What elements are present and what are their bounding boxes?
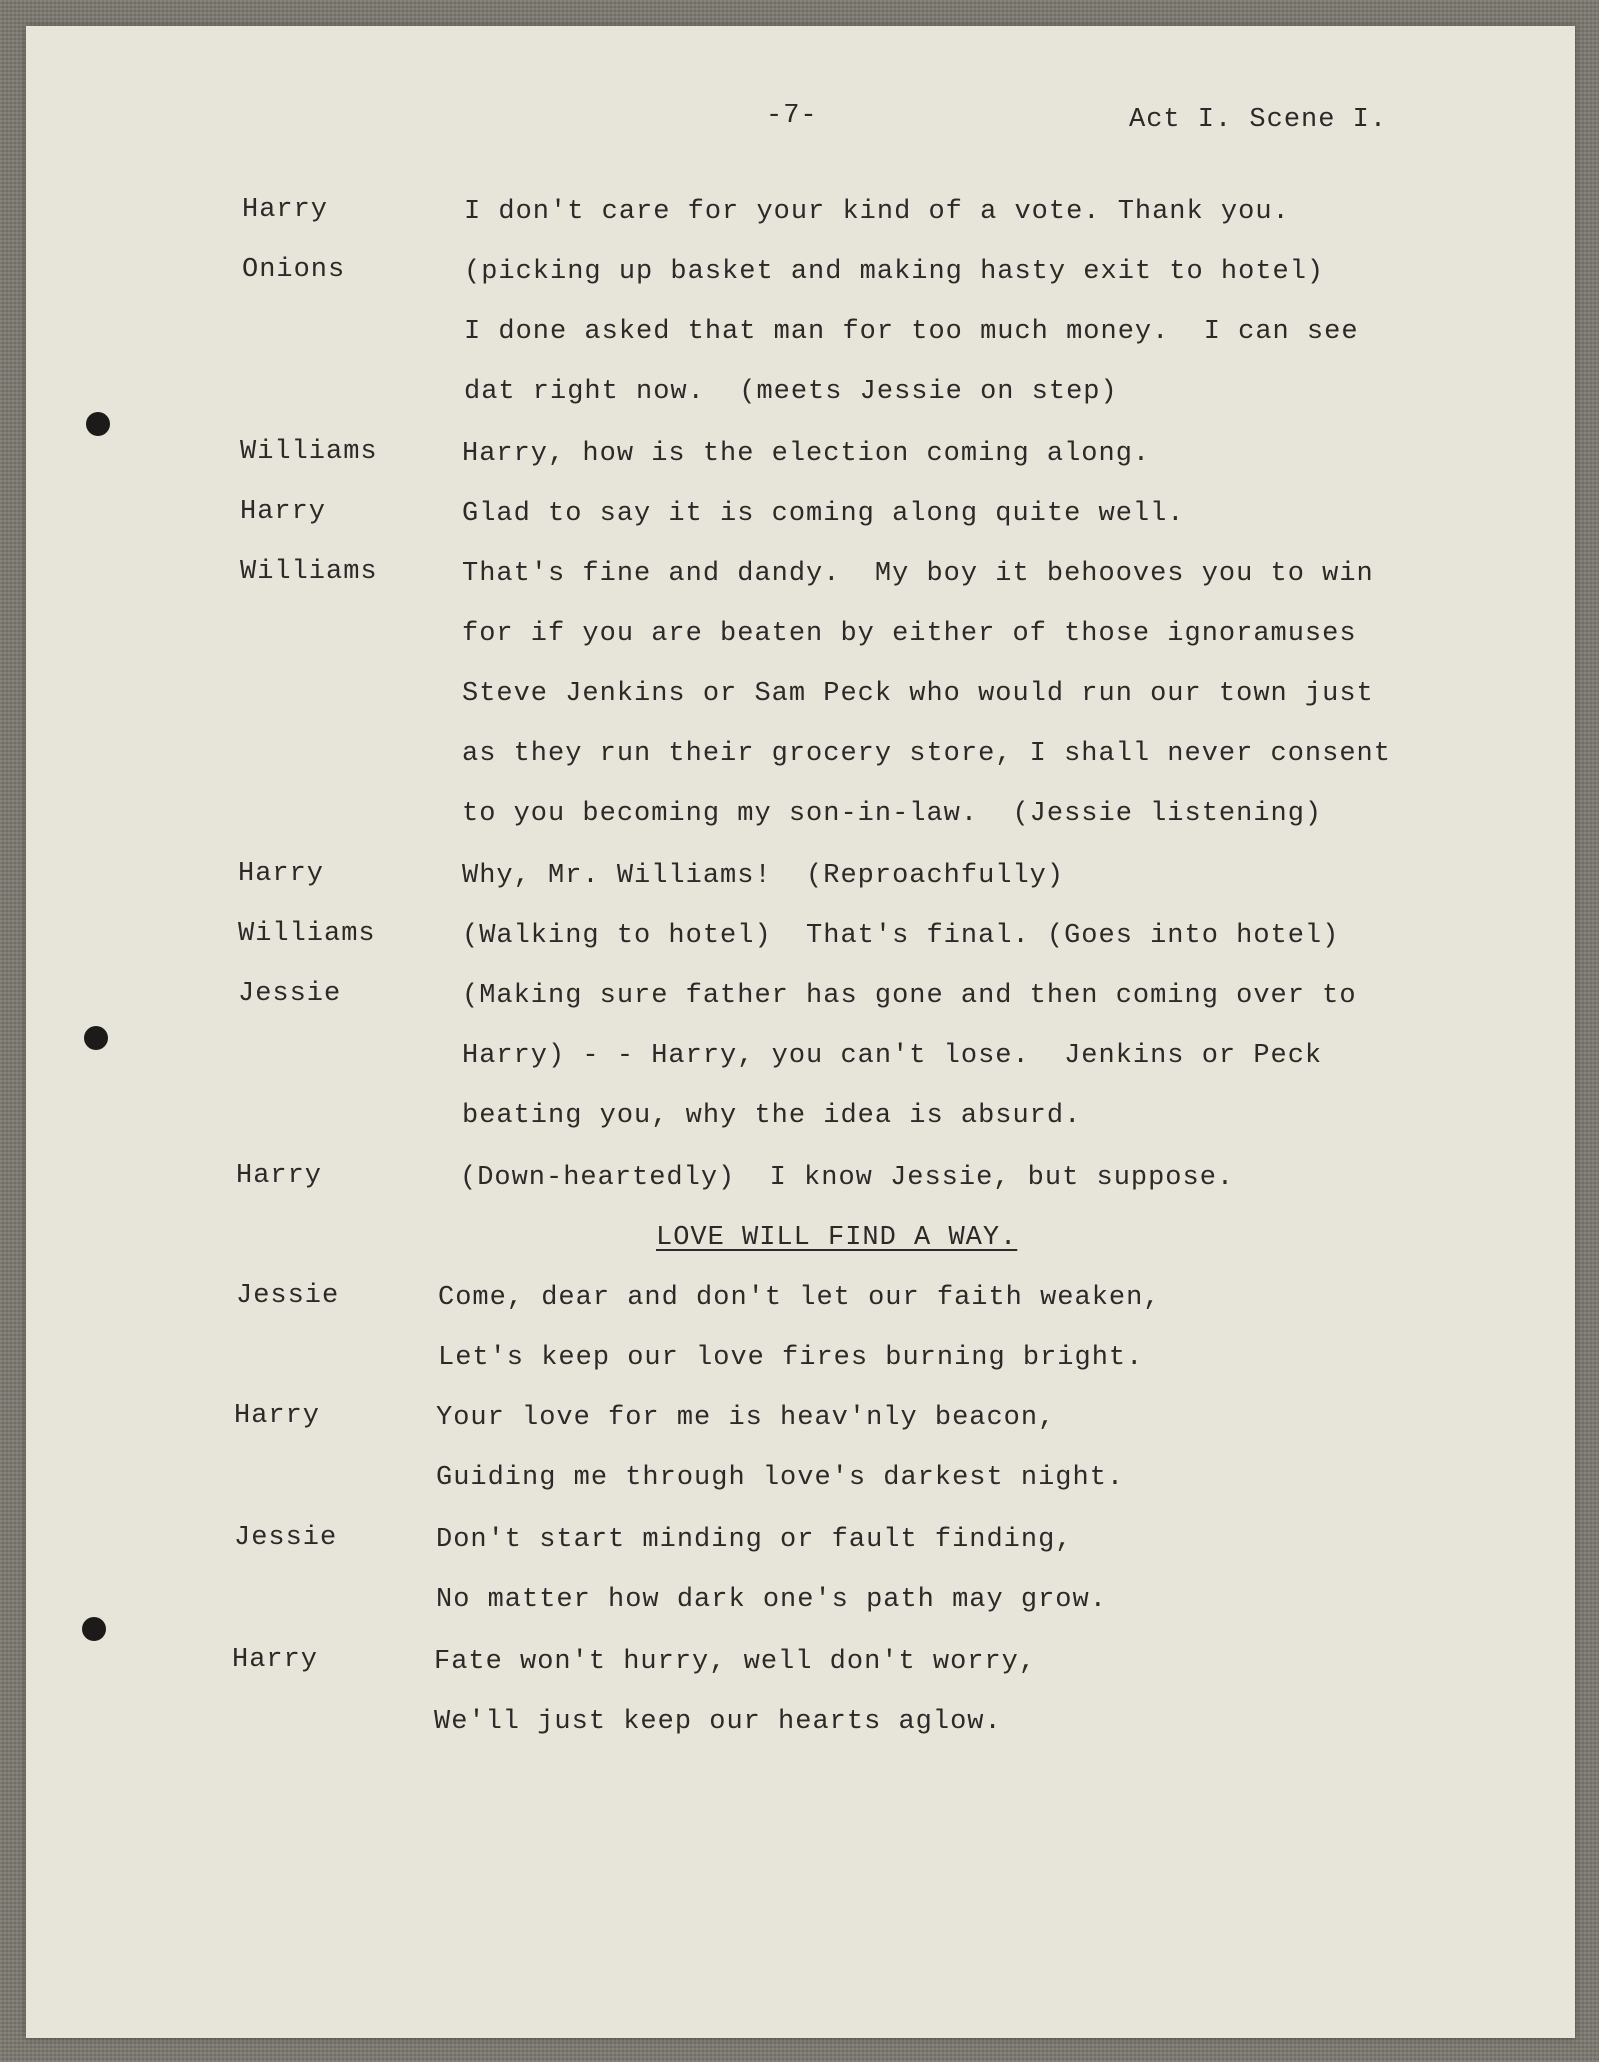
punch-hole-top <box>86 412 110 436</box>
dialogue-line: Glad to say it is coming along quite well. <box>462 499 1185 529</box>
dialogue-line: I done asked that man for too much money. I can see <box>464 317 1359 347</box>
speaker-name: Jessie <box>238 979 342 1009</box>
lyric-line: We'll just keep our hearts aglow. <box>434 1707 1002 1737</box>
speaker-name: Harry <box>236 1161 323 1191</box>
dialogue-line: I don't care for your kind of a vote. Thank you. <box>464 197 1290 227</box>
dialogue-line: Harry, how is the election coming along. <box>462 439 1151 469</box>
dialogue-line: beating you, why the idea is absurd. <box>462 1101 1082 1131</box>
dialogue-line: (Down-heartedly) I know Jessie, but suppose. <box>460 1163 1235 1193</box>
dialogue-line: (picking up basket and making hasty exit to hotel) <box>464 257 1325 287</box>
speaker-name: Jessie <box>234 1523 338 1553</box>
lyric-line: Come, dear and don't let our faith weaken, <box>438 1283 1161 1313</box>
lyric-line: Guiding me through love's darkest night. <box>436 1463 1125 1493</box>
dialogue-line: for if you are beaten by either of those ignoramuses <box>462 619 1357 649</box>
speaker-name: Williams <box>240 557 378 587</box>
speaker-name: Onions <box>242 255 346 285</box>
lyric-line: Your love for me is heav'nly beacon, <box>436 1403 1056 1433</box>
speaker-name: Williams <box>238 919 376 949</box>
speaker-name: Harry <box>232 1645 319 1675</box>
scene-reference: Act I. Scene I. <box>1129 105 1388 135</box>
speaker-name: Harry <box>240 497 327 527</box>
dialogue-line: Steve Jenkins or Sam Peck who would run our town just <box>462 679 1374 709</box>
lyric-line: Fate won't hurry, well don't worry, <box>434 1647 1037 1677</box>
song-title: LOVE WILL FIND A WAY. <box>656 1223 1018 1253</box>
lyric-line: Don't start minding or fault finding, <box>436 1525 1073 1555</box>
lyric-line: Let's keep our love fires burning bright. <box>438 1343 1144 1373</box>
speaker-name: Harry <box>234 1401 321 1431</box>
lyric-line: No matter how dark one's path may grow. <box>436 1585 1107 1615</box>
typescript-page <box>26 26 1575 2038</box>
dialogue-line: Harry) - - Harry, you can't lose. Jenkins or Peck <box>462 1041 1323 1071</box>
speaker-name: Harry <box>238 859 325 889</box>
punch-hole-bottom <box>82 1617 106 1641</box>
dialogue-line: to you becoming my son-in-law. (Jessie listening) <box>462 799 1323 829</box>
speaker-name: Harry <box>242 195 329 225</box>
speaker-name: Williams <box>240 437 378 467</box>
dialogue-line: (Making sure father has gone and then coming over to <box>462 981 1357 1011</box>
dialogue-line: (Walking to hotel) That's final. (Goes into hotel) <box>462 921 1340 951</box>
speaker-name: Jessie <box>236 1281 340 1311</box>
dialogue-line: Why, Mr. Williams! (Reproachfully) <box>462 861 1065 891</box>
punch-hole-middle <box>84 1026 108 1050</box>
dialogue-line: as they run their grocery store, I shall never consent <box>462 739 1391 769</box>
dialogue-line: That's fine and dandy. My boy it behooves you to win <box>462 559 1374 589</box>
page-number: -7- <box>766 101 818 131</box>
dialogue-line: dat right now. (meets Jessie on step) <box>464 377 1118 407</box>
